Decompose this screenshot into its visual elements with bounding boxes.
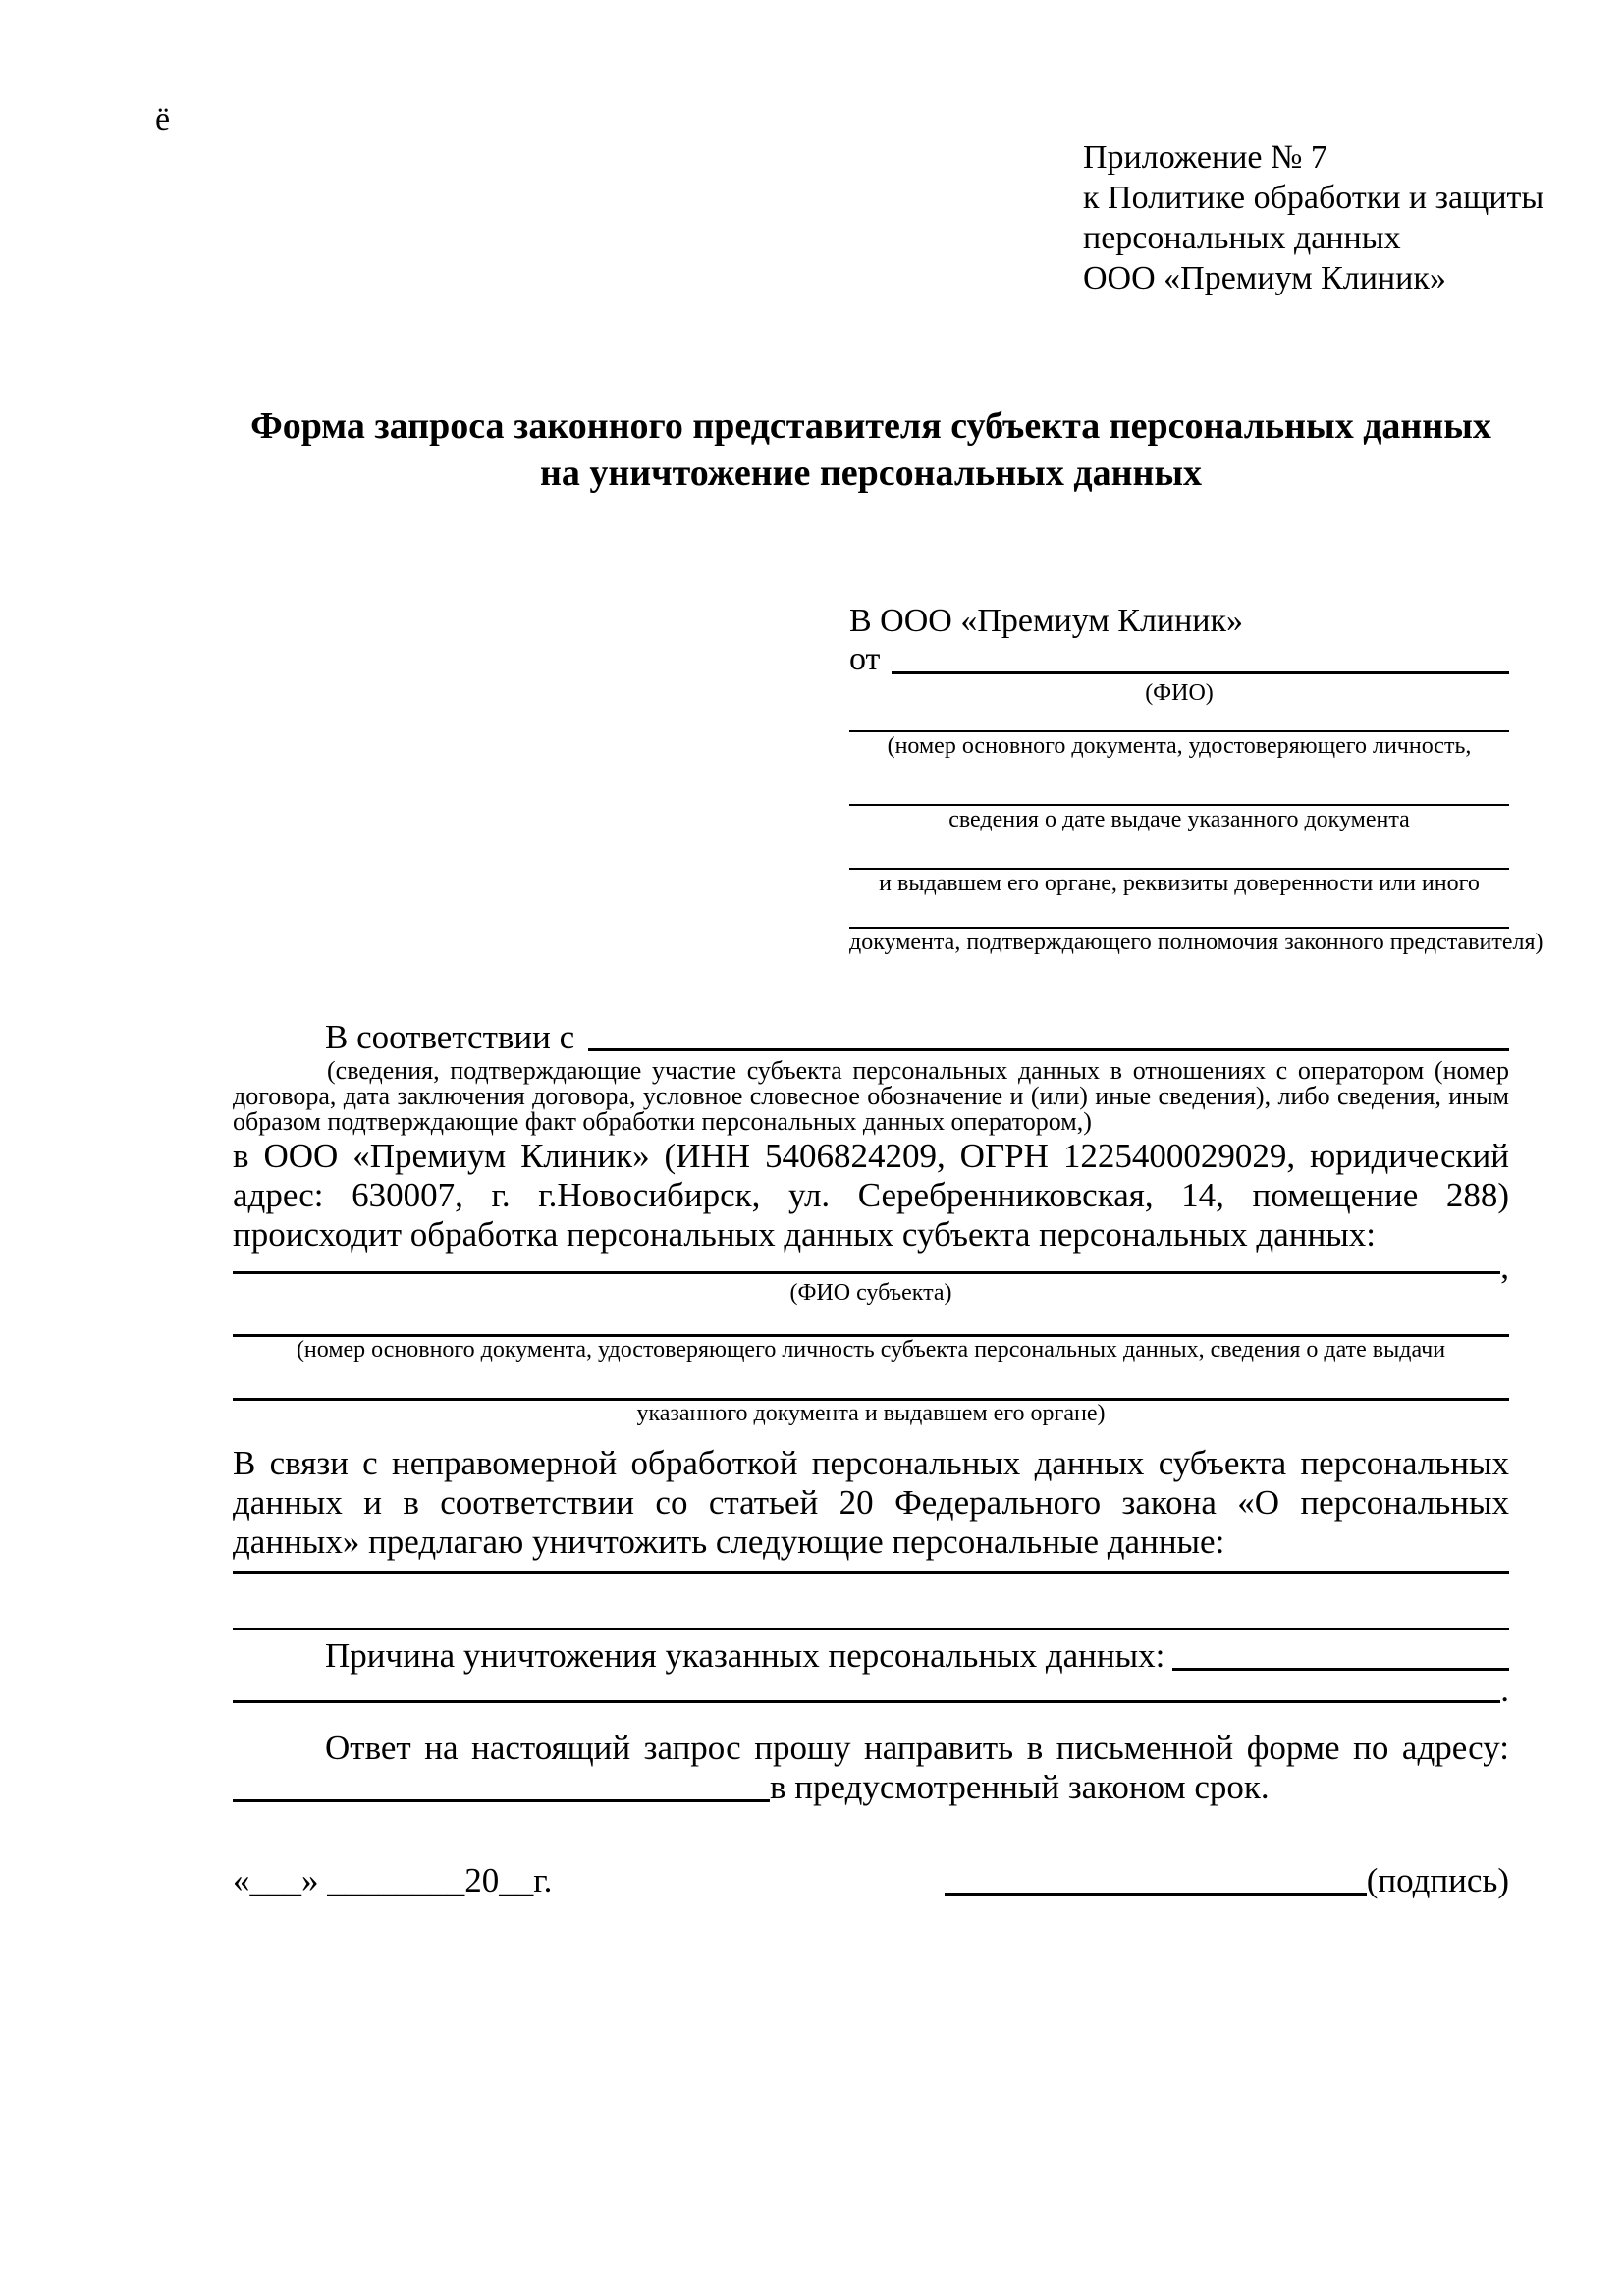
field-underline <box>849 897 1509 929</box>
appendix-line: персональных данных <box>1083 220 1401 256</box>
subject-fio-line <box>233 1271 1500 1274</box>
field-caption: и выдавшем его органе, реквизиты доверенности или иного <box>879 871 1480 896</box>
field-underline <box>233 1307 1509 1337</box>
signature-caption: (подпись) <box>1366 1861 1509 1899</box>
signature-row <box>945 1860 1509 1901</box>
appendix-line: Приложение № 7 <box>1083 139 1327 176</box>
reason-continuation-row <box>233 1671 1509 1709</box>
id-field-row <box>849 897 1543 956</box>
document-content <box>233 0 1544 1901</box>
operator-paragraph: в ООО «Премиум Клиник» (ИНН 5406824209, ОГРН 1225400029029, юридический адрес: 630007, г. г.Новосибирск, ул. Серебренниковская, 14, помещение 288) происходит обработка персональных данных субъекта персональных данных: <box>233 1137 1509 1254</box>
date-fill-line: «___» ________20__г. <box>233 1861 553 1899</box>
field-caption: указанного документа и выдавшем его органе) <box>636 1401 1106 1426</box>
address-row <box>233 1768 1509 1807</box>
from-fill-line <box>892 640 1509 674</box>
subject-fio-row <box>233 1248 1509 1286</box>
field-caption: документа, подтверждающего полномочия законного представителя) <box>849 930 1543 955</box>
from-row <box>849 640 1509 679</box>
field-underline <box>849 707 1509 732</box>
accordance-label: В соответствии с <box>325 1018 575 1056</box>
reason-period: . <box>1500 1671 1509 1709</box>
form-title-line1: Форма запроса законного представителя субъекта персональных данных <box>250 405 1491 447</box>
accordance-fill-line <box>588 1019 1509 1051</box>
paragraph-indent <box>233 1636 325 1676</box>
id-field-row <box>849 833 1509 897</box>
subject-doc-field <box>233 1307 1509 1363</box>
form-title <box>233 402 1509 497</box>
accordance-row <box>233 1019 1509 1056</box>
reason-continuation-line <box>233 1700 1500 1703</box>
id-field-row <box>849 760 1509 833</box>
response-tail: в предусмотренный законом срок. <box>770 1768 1270 1806</box>
blank-fill-line <box>233 1562 1509 1574</box>
field-caption: (номер основного документа, удостоверяющего личность, <box>887 733 1472 759</box>
field-underline <box>849 760 1509 806</box>
stray-char: ё <box>155 101 171 137</box>
subject-doc-field <box>233 1363 1509 1427</box>
from-label: от <box>849 641 881 677</box>
fio-caption: (ФИО) <box>1145 680 1214 706</box>
subject-fio-caption: (ФИО субъекта) <box>789 1280 952 1306</box>
reason-label: Причина уничтожения указанных персональных данных: <box>325 1636 1165 1675</box>
address-fill-line <box>233 1768 770 1802</box>
destruction-paragraph: В связи с неправомерной обработкой персональных данных субъекта персональных данных и в соответствии со статьей 20 Федерального закона «О персональных данных» предлагаю уничтожить следующие персональные данные: <box>233 1444 1509 1561</box>
form-title-line2: на уничтожение персональных данных <box>539 453 1203 494</box>
footer-row <box>233 1860 1509 1901</box>
appendix-block <box>1083 137 1544 298</box>
field-caption: (номер основного документа, удостоверяющего личность субъекта персональных данных, сведения о дате выдачи <box>296 1337 1446 1362</box>
id-field-row <box>849 707 1509 760</box>
reason-fill-line <box>1172 1636 1509 1671</box>
field-underline <box>849 833 1509 870</box>
appendix-line: ООО «Премиум Клиник» <box>1083 260 1446 296</box>
response-paragraph: Ответ на настоящий запрос прошу направить в письменной форме по адресу: <box>325 1729 1509 1767</box>
signature-fill-line <box>945 1860 1367 1896</box>
addressee-organization: В ООО «Премиум Клиник» <box>849 603 1244 639</box>
appendix-line: к Политике обработки и защиты <box>1083 180 1544 216</box>
addressee-block <box>849 603 1543 956</box>
field-underline <box>233 1363 1509 1401</box>
field-caption: сведения о дате выдаче указанного документа <box>948 807 1410 832</box>
reason-row <box>233 1636 1509 1676</box>
blank-fill-line <box>233 1574 1509 1630</box>
paragraph-indent <box>233 1019 325 1056</box>
accordance-note: (сведения, подтверждающие участие субъекта персональных данных в отношениях с оператором (номер договора, дата заключения договора, условное словесное обозначение и (или) иные сведения), либо сведения, иным образом подтверждающие факт обработки персональных данных оператором,) <box>233 1056 1509 1136</box>
subject-fio-comma: , <box>1500 1248 1509 1286</box>
